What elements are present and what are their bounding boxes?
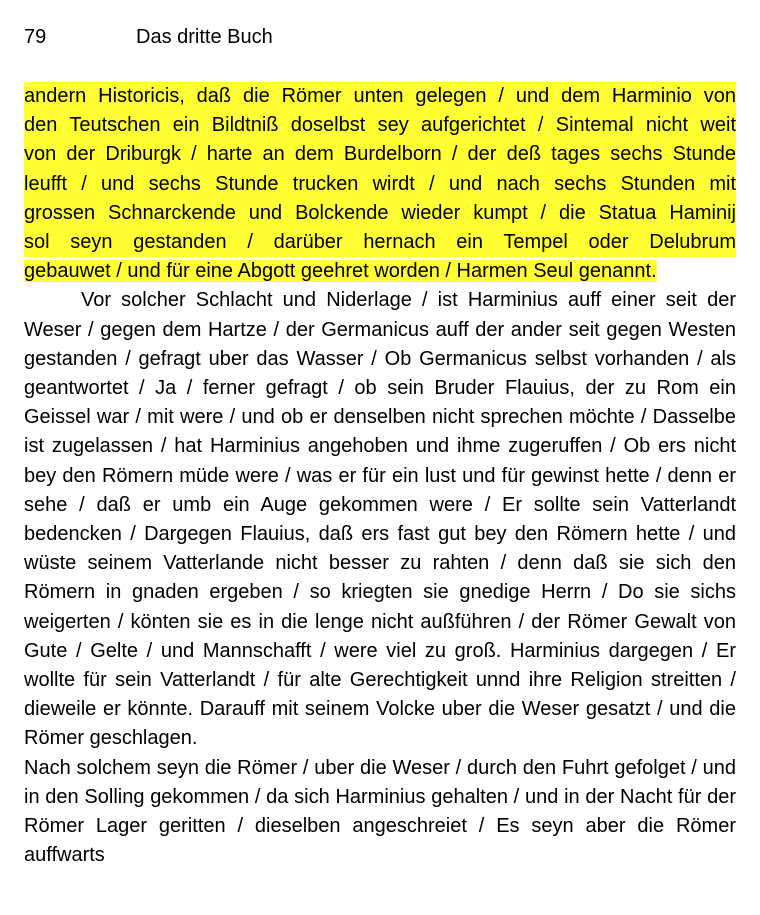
highlighted-last-line-wrap [24,257,736,286]
page-number: 79 [24,26,47,48]
highlighted-line: von der Driburgk / harte an dem Burdelborn / der deß tages sechs Stunde [24,140,736,169]
highlighted-line: sol seyn gestanden / darüber hernach ein Tempel oder Delubrum [24,228,736,257]
highlighted-line: den Teutschen ein Bildtniß doselbst sey aufgerichtet / Sintemal nicht weit [24,111,736,140]
highlighted-line: grossen Schnarckende und Bolckende wieder kumpt / die Statua Haminij [24,199,736,228]
paragraph-solling: Nach solchem seyn die Römer / uber die Weser / durch den Fuhrt gefolget / und in den Solling gekommen / da sich Harminius gehalten / und in der Nacht für der Römer Lager geritten / dieselben angeschreiet / Es seyn aber die Römer auffwarts [24,756,736,867]
highlighted-line: andern Historicis, daß die Römer unten gelegen / und dem Harminio von [24,82,736,111]
highlighted-line: leufft / und sechs Stunde trucken wirdt / und nach sechs Stunden mit [24,170,736,199]
body-text [24,82,736,870]
chapter-title: Das dritte Buch [136,26,273,48]
paragraph-schlacht: Vor solcher Schlacht und Niderlage / ist Harminius auff einer seit der Weser / gegen dem Hartze / der Germanicus auff der ander seit gegen Westen gestanden / gefragt uber das Wasser / Ob Germanicus selbst vorhanden / als geantwortet / Ja / ferner gefragt / ob sein Bruder Flauius, der zu Rom ein Geissel war / mit were / und ob er denselben nicht sprechen möchte / Dasselbe ist zugelassen / hat Harminius angehoben und ihme zugeruffen / Ob ers nicht bey den Römern müde were / was er für ein lust und für gewinst hette / denn er sehe / daß er umb ein Auge gekommen were / Er sollte sein Vatterlandt bedencken / Dargegen Flauius, daß ers fast gut bey den Römern hette / und wüste seinem Vatterlande nicht besser zu rahten / denn daß sie sich den Römern in gnaden ergeben / so kriegten sie gnedige Herrn / Do sie sichs weigerten / könten sie es in die lenge nicht außführen / der Römer Gewalt von Gute / Gelte / und Mannschafft / were viel zu groß. Harminius dargegen / Er wollte für sein Vatterlandt / für alte Gerechtigkeit unnd ihre Religion streitten / dieweile er könnte. Darauff mit seinem Volcke uber die Weser gesatzt / und die Römer geschlagen. [24,289,736,750]
highlighted-last-line: gebauwet / und für eine Abgott geehret worden / Harmen Seul genannt. [24,260,657,283]
